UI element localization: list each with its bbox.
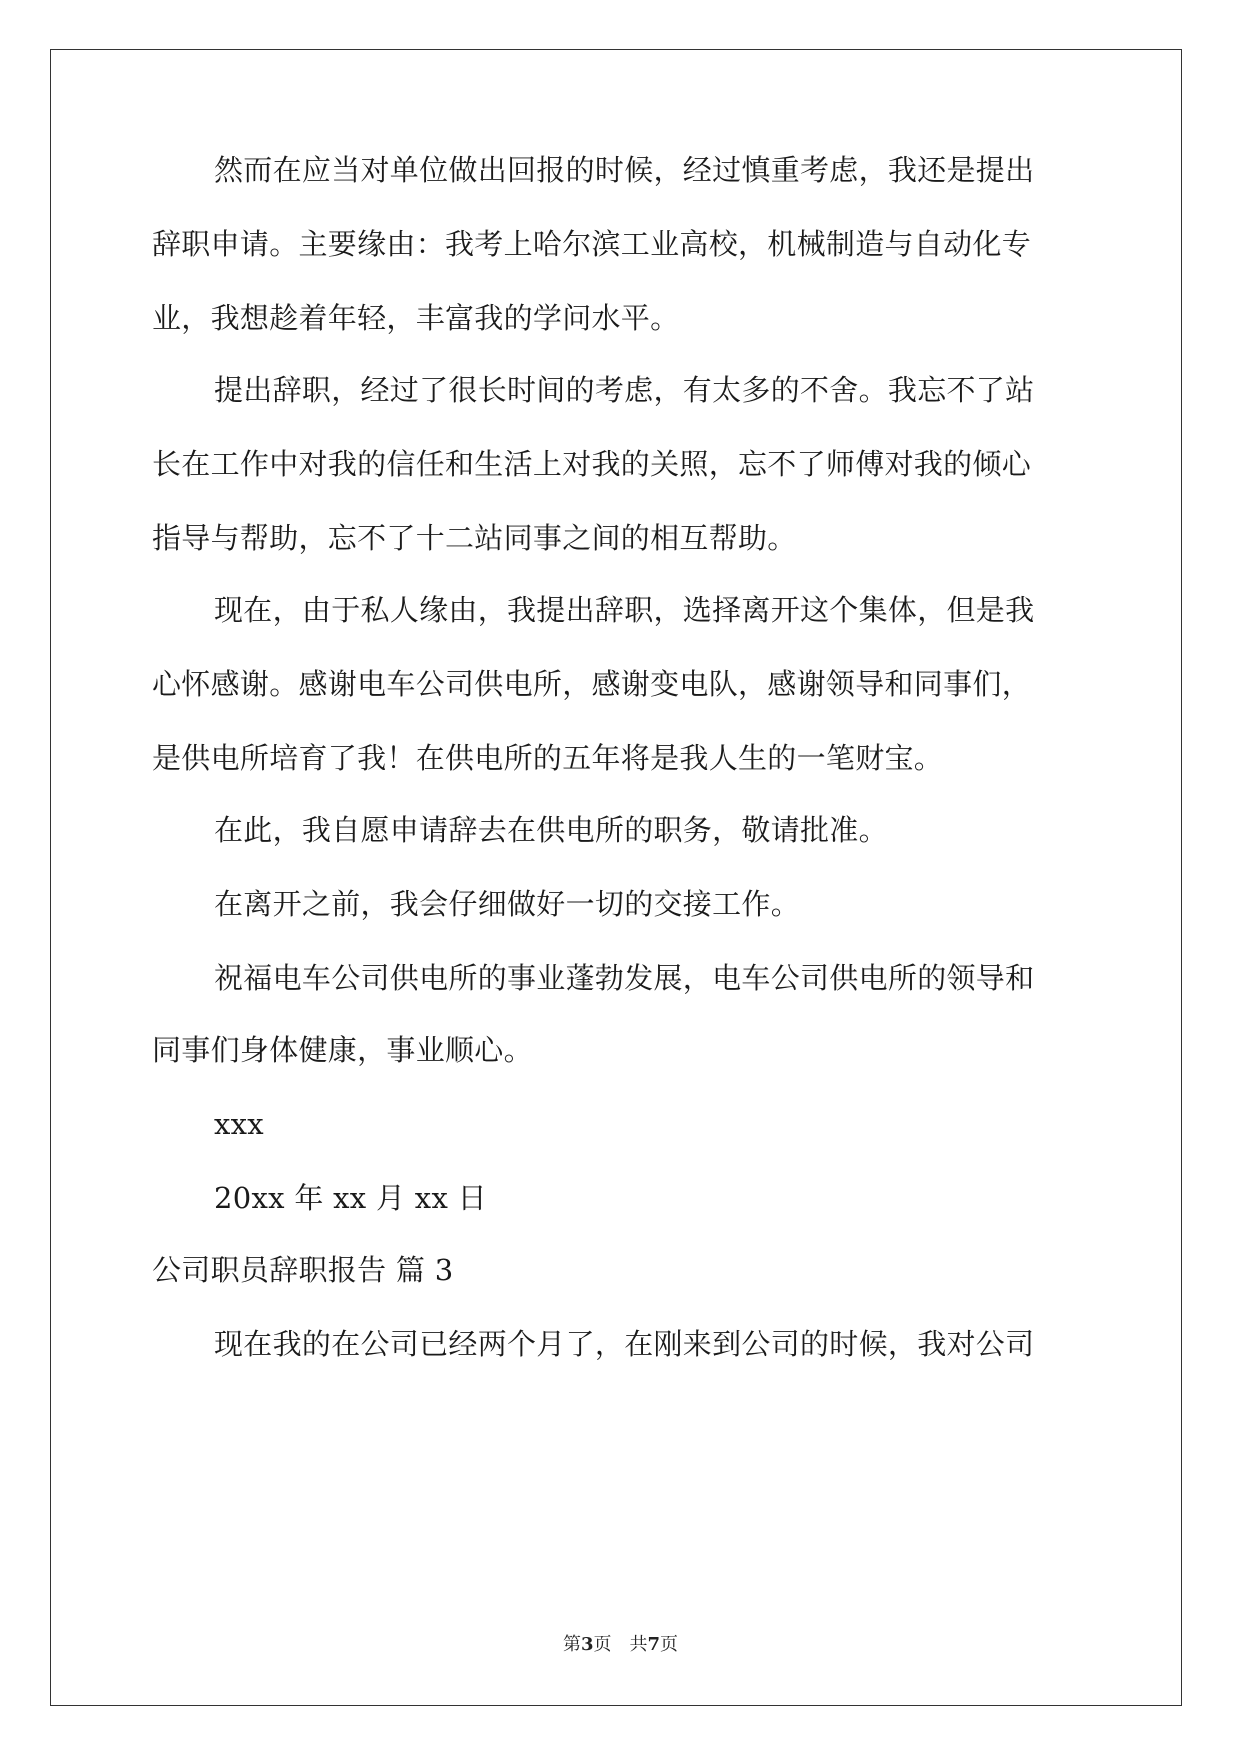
page-total: 7: [647, 1634, 661, 1655]
page-prefix: 第: [562, 1634, 581, 1655]
body-line: 业，我想趁着年轻，丰富我的学问水平。: [152, 301, 680, 335]
body-line: 心怀感谢。感谢电车公司供电所，感谢变电队，感谢领导和同事们，: [152, 667, 1032, 701]
body-line: 是供电所培育了我！在供电所的五年将是我人生的一笔财宝。: [152, 741, 944, 775]
body-line: 现在我的在公司已经两个月了，在刚来到公司的时候，我对公司: [214, 1327, 1035, 1361]
body-line: 现在，由于私人缘由，我提出辞职，选择离开这个集体，但是我: [214, 593, 1035, 627]
body-line: 长在工作中对我的信任和生活上对我的关照，忘不了师傅对我的倾心: [152, 447, 1032, 481]
signature: xxx: [214, 1107, 264, 1141]
body-line: 在此，我自愿申请辞去在供电所的职务，敬请批准。: [214, 813, 888, 847]
section-heading: 公司职员辞职报告 篇 3: [152, 1253, 454, 1287]
date-line: 20xx 年 xx 月 xx 日: [214, 1181, 487, 1215]
body-line: 祝福电车公司供电所的事业蓬勃发展，电车公司供电所的领导和: [214, 961, 1035, 995]
body-line: 辞职申请。主要缘由：我考上哈尔滨工业高校，机械制造与自动化专: [152, 227, 1032, 261]
body-line: 在离开之前，我会仔细做好一切的交接工作。: [214, 887, 801, 921]
body-line: 指导与帮助，忘不了十二站同事之间的相互帮助。: [152, 521, 797, 555]
body-line: 提出辞职，经过了很长时间的考虑，有太多的不舍。我忘不了站: [214, 373, 1035, 407]
body-line: 然而在应当对单位做出回报的时候，经过慎重考虑，我还是提出: [214, 153, 1035, 187]
page-current: 3: [580, 1634, 594, 1655]
page-unit: 页: [593, 1634, 612, 1655]
total-unit: 页: [660, 1634, 679, 1655]
page-frame: [50, 49, 1182, 1706]
body-line: 同事们身体健康，事业顺心。: [152, 1033, 533, 1067]
page-footer: [0, 1634, 1241, 1656]
total-prefix: 共: [629, 1634, 648, 1655]
